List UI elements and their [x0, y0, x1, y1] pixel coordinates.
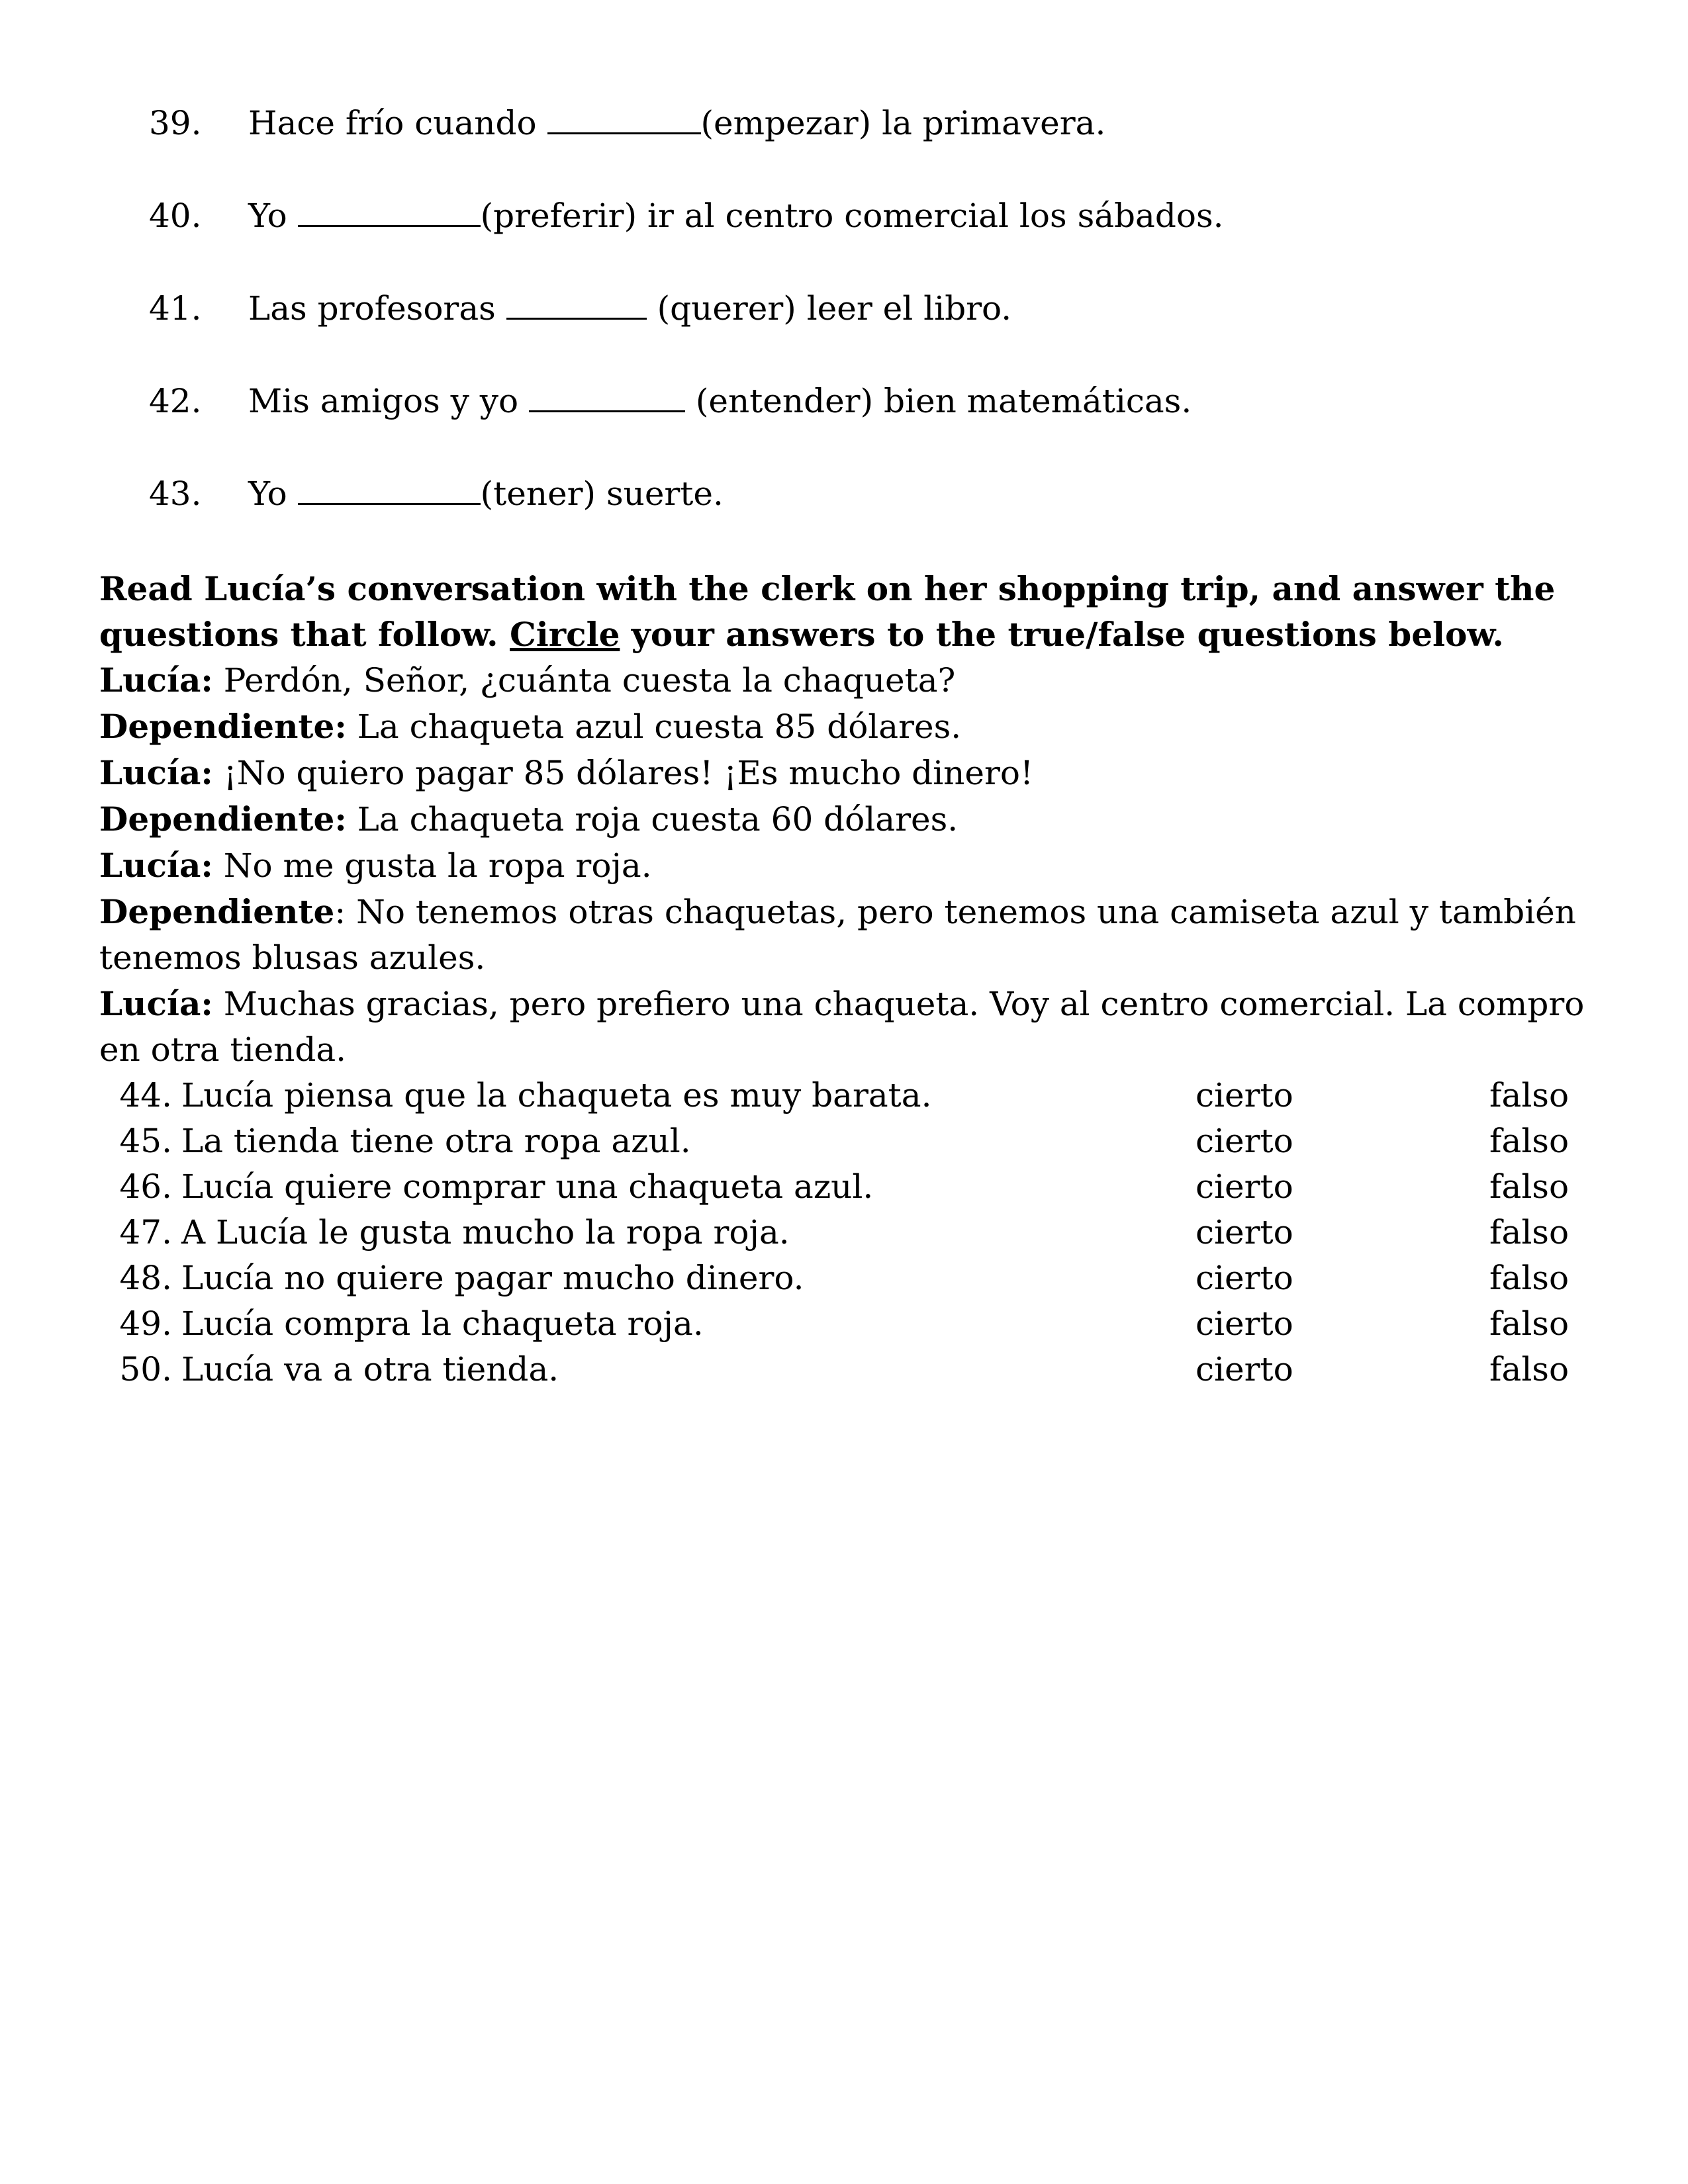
question-statement: Lucía quiere comprar una chaqueta azul.: [181, 1167, 874, 1206]
falso-option[interactable]: falso: [1489, 1213, 1570, 1251]
tf-question-44: [99, 1073, 1589, 1118]
dialogue-text: ¡No quiero pagar 85 dólares! ¡Es mucho dinero!: [212, 754, 1034, 792]
answer-blank[interactable]: [529, 384, 685, 412]
tf-question-50: [99, 1347, 1589, 1392]
question-number: 44.: [119, 1076, 172, 1115]
tf-question-45: [99, 1118, 1589, 1164]
answer-blank[interactable]: [506, 291, 647, 320]
question-statement: Lucía compra la chaqueta roja.: [181, 1304, 704, 1343]
dialogue-line: [99, 842, 1589, 889]
item-text-after: (querer) leer el libro.: [646, 289, 1012, 328]
question-number: 46.: [119, 1167, 172, 1206]
fill-in-item-39: [149, 103, 1105, 143]
dialogue-line: [99, 981, 1589, 1073]
speaker-name: Dependiente:: [99, 799, 347, 839]
item-number: 41.: [149, 289, 202, 328]
question-statement: La tienda tiene otra ropa azul.: [181, 1122, 691, 1160]
question-statement: Lucía piensa que la chaqueta es muy barata.: [181, 1076, 932, 1115]
instructions-text-1: Read Lucía’s conversation with the clerk on her shopping trip, and answer the questions that follow.: [99, 569, 1556, 654]
dialogue-line: [99, 889, 1589, 981]
cierto-option[interactable]: cierto: [1196, 1167, 1293, 1206]
item-text-before: Yo: [248, 197, 298, 235]
cierto-option[interactable]: cierto: [1196, 1122, 1293, 1160]
speaker-name: Dependiente:: [99, 707, 347, 746]
cierto-option[interactable]: cierto: [1196, 1076, 1293, 1115]
item-number: 39.: [149, 104, 202, 142]
answer-blank[interactable]: [298, 477, 481, 505]
falso-option[interactable]: falso: [1489, 1350, 1570, 1388]
tf-question-49: [99, 1301, 1589, 1347]
item-number: 42.: [149, 382, 202, 420]
item-text-before: Hace frío cuando: [248, 104, 547, 142]
dialogue-line: [99, 704, 1589, 750]
dialogue-line: [99, 657, 1589, 704]
fill-in-item-43: [149, 474, 724, 514]
dialogue-text: La chaqueta azul cuesta 85 dólares.: [346, 707, 962, 746]
item-text-before: Yo: [248, 475, 298, 513]
speaker-name: Lucía:: [99, 660, 213, 700]
dialogue-text: Muchas gracias, pero prefiero una chaqueta. Voy al centro comercial. La compro en otra tienda.: [99, 985, 1585, 1069]
question-number: 48.: [119, 1259, 172, 1297]
true-false-questions: [99, 1073, 1589, 1392]
cierto-option[interactable]: cierto: [1196, 1213, 1293, 1251]
question-number: 49.: [119, 1304, 172, 1343]
cierto-option[interactable]: cierto: [1196, 1259, 1293, 1297]
speaker-name: Lucía:: [99, 846, 213, 885]
speaker-name: Lucía:: [99, 984, 213, 1023]
fill-in-item-40: [149, 196, 1224, 236]
answer-blank[interactable]: [298, 199, 481, 227]
question-statement: Lucía va a otra tienda.: [181, 1350, 559, 1388]
item-text-after: (tener) suerte.: [480, 475, 724, 513]
question-number: 45.: [119, 1122, 172, 1160]
speaker-name: Dependiente: [99, 892, 335, 931]
fill-in-item-41: [149, 289, 1011, 328]
instructions-underlined-word: Circle: [510, 615, 620, 654]
answer-blank[interactable]: [547, 106, 701, 134]
item-text-before: Las profesoras: [248, 289, 506, 328]
dialogue-line: [99, 796, 1589, 842]
item-number: 40.: [149, 197, 202, 235]
reading-instructions: [99, 566, 1589, 657]
item-number: 43.: [149, 475, 202, 513]
falso-option[interactable]: falso: [1489, 1304, 1570, 1343]
fill-in-item-42: [149, 381, 1192, 421]
dialogue-text: Perdón, Señor, ¿cuánta cuesta la chaqueta?: [212, 661, 956, 700]
reading-section: [99, 566, 1589, 1392]
question-statement: Lucía no quiere pagar mucho dinero.: [181, 1259, 804, 1297]
tf-question-48: [99, 1255, 1589, 1301]
falso-option[interactable]: falso: [1489, 1167, 1570, 1206]
item-text-after: (entender) bien matemáticas.: [685, 382, 1192, 420]
falso-option[interactable]: falso: [1489, 1122, 1570, 1160]
speaker-name: Lucía:: [99, 753, 213, 792]
cierto-option[interactable]: cierto: [1196, 1350, 1293, 1388]
dialogue-text: No me gusta la ropa roja.: [212, 846, 652, 885]
question-statement: A Lucía le gusta mucho la ropa roja.: [181, 1213, 790, 1251]
dialogue-line: [99, 750, 1589, 796]
item-text-after: (preferir) ir al centro comercial los sábados.: [480, 197, 1224, 235]
item-text-after: (empezar) la primavera.: [700, 104, 1106, 142]
falso-option[interactable]: falso: [1489, 1259, 1570, 1297]
instructions-text-2: your answers to the true/false questions below.: [620, 615, 1504, 654]
cierto-option[interactable]: cierto: [1196, 1304, 1293, 1343]
dialogue-text: : No tenemos otras chaquetas, pero tenemos una camiseta azul y también tenemos blusas azules.: [99, 893, 1576, 977]
item-text-before: Mis amigos y yo: [248, 382, 529, 420]
question-number: 47.: [119, 1213, 172, 1251]
question-number: 50.: [119, 1350, 172, 1388]
tf-question-47: [99, 1210, 1589, 1255]
falso-option[interactable]: falso: [1489, 1076, 1570, 1115]
tf-question-46: [99, 1164, 1589, 1210]
dialogue-text: La chaqueta roja cuesta 60 dólares.: [346, 800, 959, 839]
